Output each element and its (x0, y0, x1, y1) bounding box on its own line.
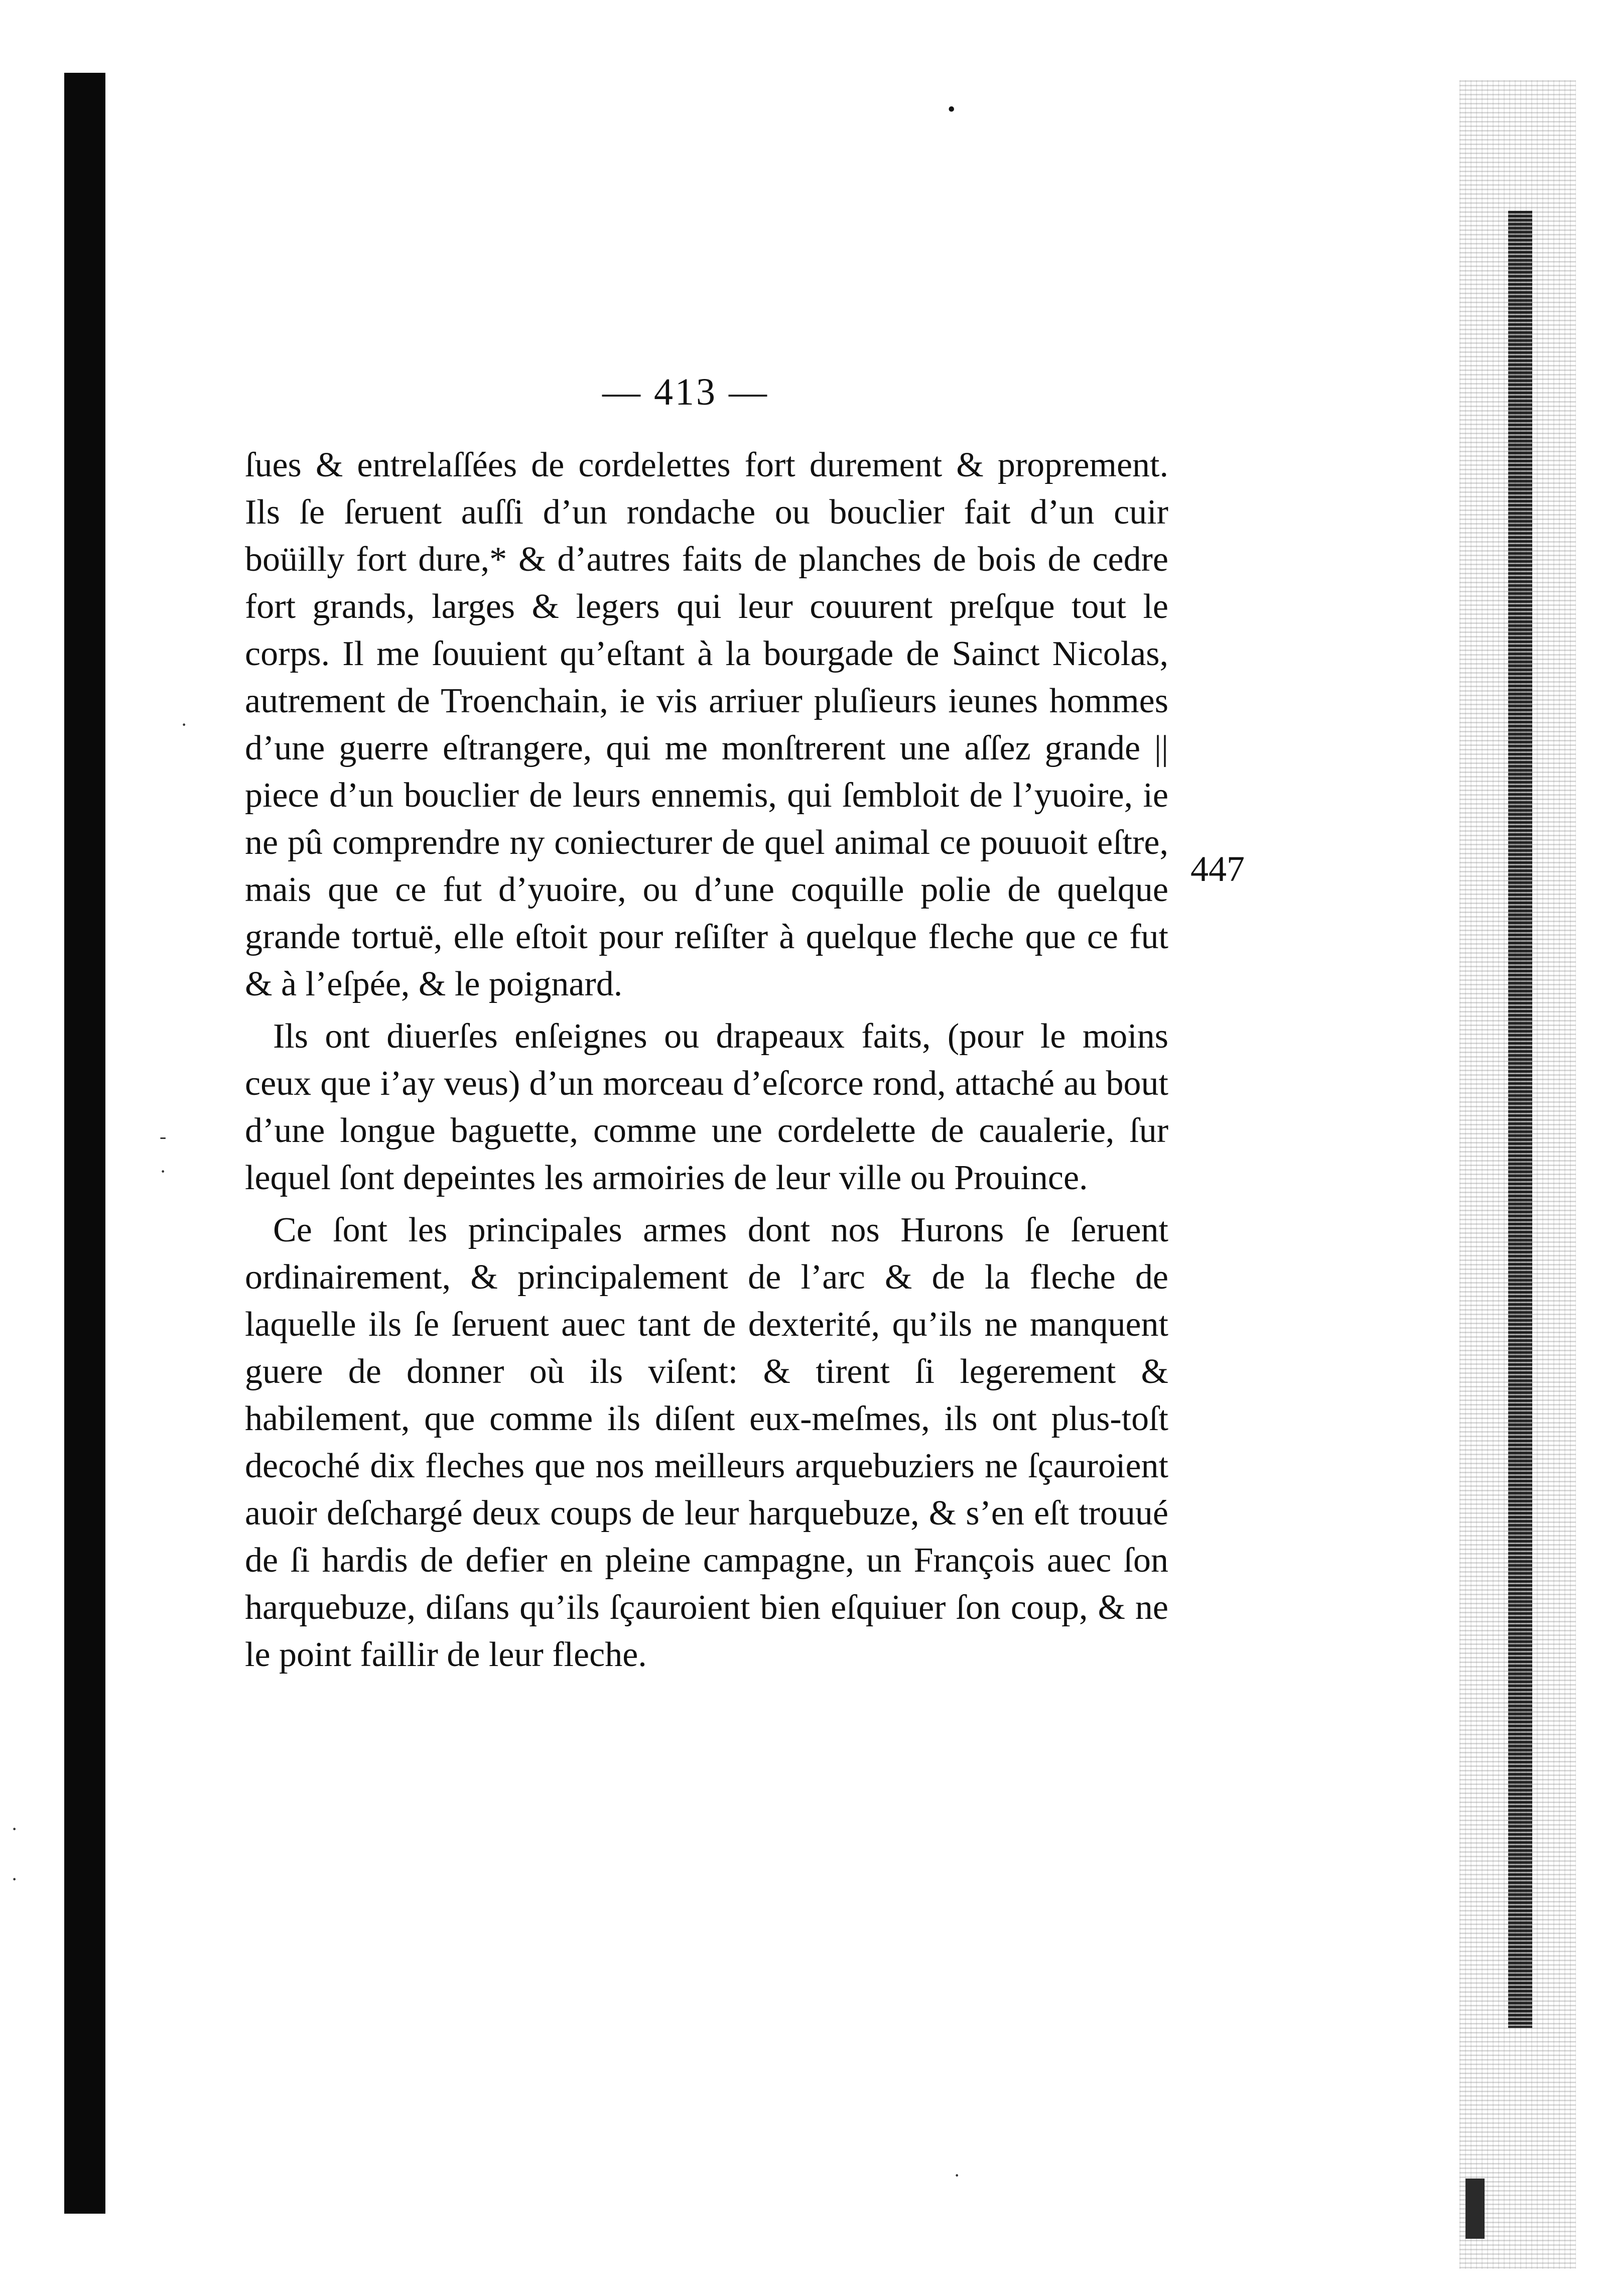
scan-corner-shadow (1465, 2179, 1485, 2239)
scan-speck: · (181, 713, 188, 736)
paragraph-3: Ce ſont les principales armes dont nos Hurons ſe ſeruent ordinairement, & principalement de l’arc & de la fleche de laquelle ils ſe ſeruent auec tant de dexterité, qu’ils ne manquent guere de donner où ils viſent: & tirent ſi legerement & habilement, que comme ils diſent eux-meſmes, ils ont plus-toſt decoché dix fleches que nos meilleurs arquebuziers ne ſçauroient auoir deſchargé deux coups de leur harquebuze, & s’en eſt trouué de ſi hardis de defier en pleine campagne, un François auec ſon harquebuze, diſans qu’ils ſçauroient bien eſquiuer ſon coup, & ne le point faillir de leur fleche. (245, 1211, 1168, 1674)
scan-speck: · (11, 1818, 18, 1840)
body-text (245, 442, 1168, 1679)
scan-page-edge-dark (1508, 211, 1532, 2028)
paragraph-1: ſues & entrelaſſées de cordelettes fort durement & proprement. Ils ſe ſeruent auſſi d’un rondache ou bouclier fait d’un cuir boüilly fort dure,* & d’autres faits de planches de bois de cedre fort grands, larges & legers qui leur couurent preſque tout le corps. Il me ſouuient qu’eſtant à la bourgade de Sainct Nicolas, autrement de Troenchain, ie vis arriuer pluſieurs ieunes hommes d’une guerre eſtrangere, qui me monſtrerent une aſſez grande || piece d’un bouclier de leurs ennemis, qui ſembloit de l’yuoire, ie ne pû comprendre ny coniecturer de quel animal ce pouuoit eſtre, mais que ce fut d’yuoire, ou d’une coquille polie de quelque grande tortuë, elle eſtoit pour reſiſter à quelque fleche que ce fut & à l’eſpée, & le poignard. (245, 446, 1168, 1003)
scan-speck: · (954, 2164, 961, 2187)
scan-speck: - (160, 1125, 167, 1147)
paragraph-2: Ils ont diuerſes enſeignes ou drapeaux faits, (pour le moins ceux que i’ay veus) d’un morceau d’eſcorce rond, attaché au bout d’une longue baguette, comme une cordelette de caualerie, ſur lequel ſont depeintes les armoiries de leur ville ou Prouince. (245, 1017, 1168, 1197)
page-number-header: — 413 — (602, 371, 769, 413)
scan-binding-shadow (64, 73, 105, 2214)
scan-speck: · (11, 1868, 18, 1890)
margin-page-reference: 447 (1190, 849, 1245, 889)
printer-mark: • (948, 97, 956, 121)
scan-speck: · (160, 1160, 167, 1183)
